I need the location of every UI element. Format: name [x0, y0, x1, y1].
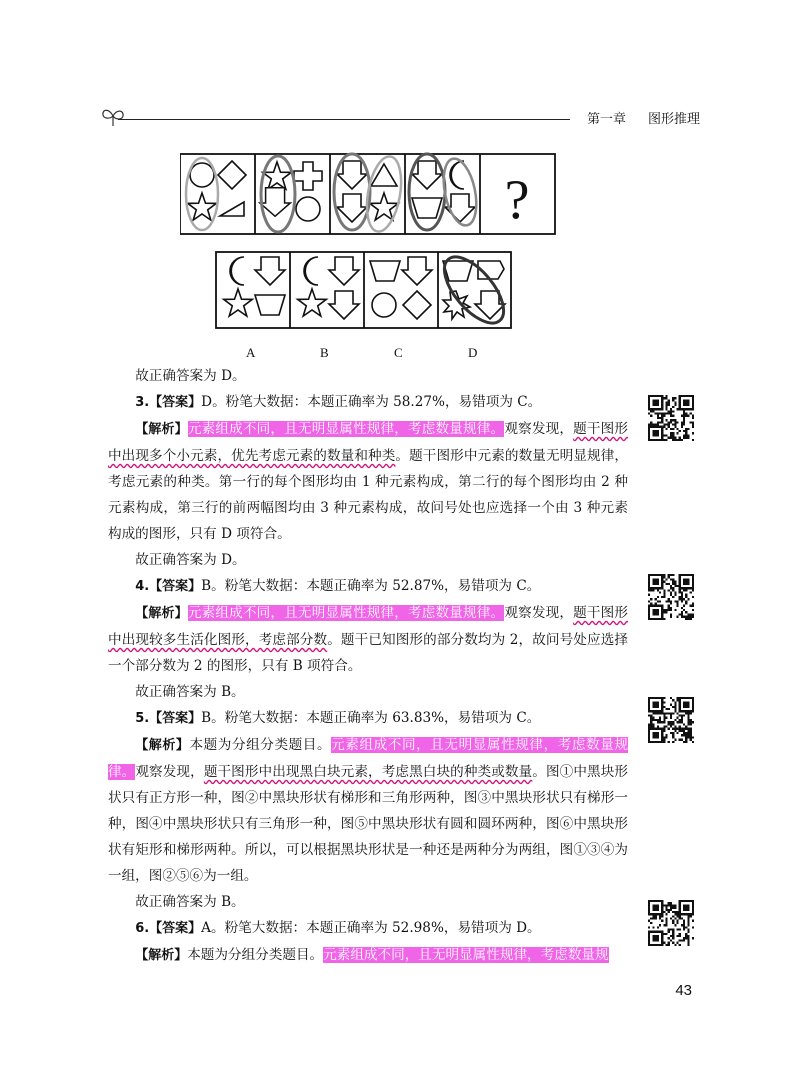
- sprout-icon: [100, 106, 126, 128]
- answer-text: B。粉笔大数据：本题正确率为 52.87%，易错项为 C。: [201, 578, 541, 594]
- option-label-b: B: [320, 345, 329, 360]
- qr-code-icon[interactable]: [648, 395, 694, 441]
- qr-code-icon[interactable]: [648, 900, 694, 946]
- underlined-text: 题干图形中出现多个小元素，优先考虑元素的数量和种类: [108, 421, 628, 464]
- conclusion-q3: 故正确答案为 D。: [135, 552, 246, 568]
- question-row: [180, 154, 555, 234]
- answer-text: A。粉笔大数据：本题正确率为 52.98%，易错项为 D。: [201, 920, 541, 936]
- conclusion-q2: 故正确答案为 D。: [135, 368, 246, 384]
- analysis-label: 【解析】: [135, 948, 188, 963]
- chapter-label: 第一章: [586, 112, 626, 127]
- highlight-text: 元素组成不同，且无明显属性规律，考虑数量规律。: [108, 737, 628, 780]
- analysis-q6: [108, 942, 628, 969]
- page-number: 43: [675, 982, 692, 999]
- qr-code-icon[interactable]: [648, 697, 694, 743]
- answer-label: 4.【答案】: [135, 579, 202, 594]
- analysis-q3: [108, 416, 628, 547]
- answer-label: 3.【答案】: [135, 395, 202, 410]
- conclusion-q5: 故正确答案为 B。: [135, 894, 245, 910]
- option-label-a: A: [246, 345, 256, 360]
- analysis-text: 观察发现，: [504, 605, 574, 621]
- answer-q6: [108, 915, 628, 942]
- analysis-label: 【解析】: [135, 606, 188, 621]
- puzzle-figure: [180, 150, 560, 340]
- answer-q5: [108, 705, 628, 732]
- option-label-d: D: [468, 345, 478, 360]
- chapter-name: 图形推理: [647, 112, 700, 127]
- answer-label: 5.【答案】: [135, 711, 202, 726]
- answer-text: D。粉笔大数据：本题正确率为 58.27%，易错项为 C。: [201, 394, 542, 410]
- svg-text:?: ?: [504, 169, 530, 231]
- highlight-text: 元素组成不同，且无明显属性规律，考虑数量规: [323, 947, 609, 963]
- conclusion-q4: 故正确答案为 B。: [135, 684, 245, 700]
- analysis-text: 观察发现，: [504, 421, 574, 437]
- highlight-text: 元素组成不同，且无明显属性规律，考虑数量规律。: [187, 421, 505, 437]
- analysis-text: 。图①中黑块形状只有正方形一种，图②中黑块形状有梯形和三角形两种，图③中黑块形状只有梯形一种，图④中黑块形状只有三角形一种，图⑤中黑块形状有圆和圆环两种，图⑥中黑块形状有矩形和梯形两种。所以，可以根据黑块形状是一种还是两种分为两组，图①③④为一组，图②⑤⑥为一组。: [108, 764, 629, 884]
- analysis-text: 。题干已知图形的部分数均为 2，故问号处应选择一个部分数为 2 的图形，只有 B 项符合。: [108, 632, 629, 674]
- answer-label: 6.【答案】: [135, 921, 202, 936]
- option-label-c: C: [394, 345, 403, 360]
- header-rule: [118, 119, 570, 120]
- analysis-text: 本题为分组分类题目。: [187, 947, 324, 963]
- options-row: [216, 247, 514, 333]
- analysis-text: 。题干图形中元素的数量无明显规律，考虑元素的种类。第一行的每个图形均由 1 种元素构成，第二行的每个图形均由 2 种元素构成，第三行的前两幅图均由 3 种元素构成，故问号处也应选择一个由 3 种元素构成的图形，只有 D 项符合。: [108, 448, 629, 542]
- underlined-text: 题干图形中出现较多生活化图形，考虑部分数: [108, 605, 628, 648]
- answer-content: [108, 363, 628, 969]
- analysis-label: 【解析】: [135, 738, 190, 753]
- analysis-label: 【解析】: [135, 422, 188, 437]
- highlight-text: 元素组成不同，且无明显属性规律，考虑数量规律。: [187, 605, 505, 621]
- analysis-q5: [108, 732, 628, 889]
- analysis-text: 本题为分组分类题目。: [189, 737, 332, 753]
- page-header: [100, 100, 700, 140]
- analysis-q4: [108, 600, 628, 679]
- underlined-text: 题干图形中出现黑白块元素，考虑黑白块的种类或数量: [203, 764, 533, 780]
- qr-code-icon[interactable]: [648, 574, 694, 620]
- answer-q3: [108, 389, 628, 416]
- answer-q4: [108, 573, 628, 600]
- chapter-title: [587, 108, 700, 127]
- answer-text: B。粉笔大数据：本题正确率为 63.83%，易错项为 C。: [201, 710, 541, 726]
- analysis-text: 观察发现，: [135, 764, 204, 780]
